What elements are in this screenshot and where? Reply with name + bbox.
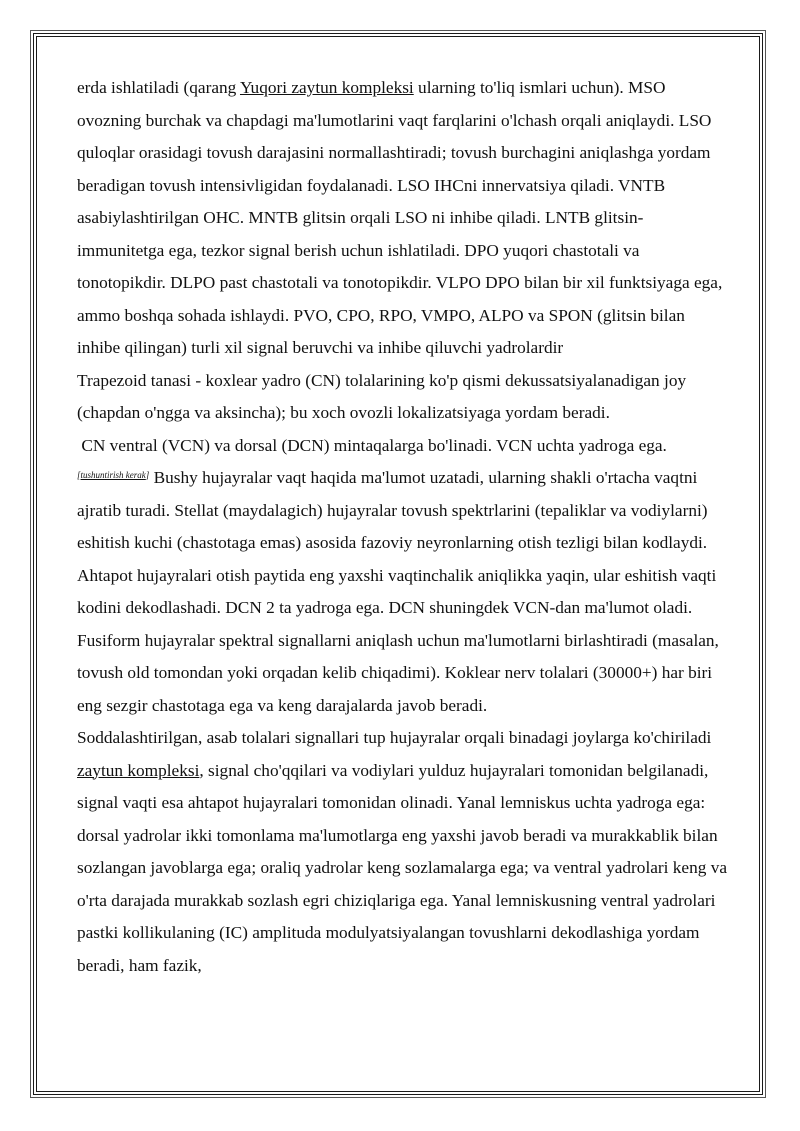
paragraph-4 — [77, 722, 727, 982]
document-body — [77, 72, 727, 982]
citation-open-bracket: [ — [77, 470, 81, 480]
link-yuqori-zaytun-kompleksi[interactable]: Yuqori zaytun kompleksi — [239, 78, 414, 97]
paragraph-4-text-end: , signal cho'qqilari va vodiylari yulduz hujayralari tomonidan belgilanadi, signal vaqti esa ahtapot hujayralari tomonidan olinadi. Yanal lemniskus uchta yadroga ega: dorsal yadrolar ikki tomonlama ma'lumotlarga eng yaxshi javob beradi va murakkablik bilan sozlangan javoblarga ega; oraliq yadrolar keng sozlamalarga ega; va ventral yadrolari keng va o'rta darajada murakkab sozlash egri chiziqlariga ega. Yanal lemniskusning ventral yadrolari pastki kollikulaning (IC) amplituda modulyatsiyalangan tovushlarni dekodlashiga yordam beradi, ham fazik, — [77, 760, 728, 975]
paragraph-3-text-start: CN ventral (VCN) va dorsal (DCN) mintaqalarga bo'linadi. VCN uchta yadroga ega. — [77, 435, 667, 455]
paragraph-2 — [77, 365, 727, 430]
paragraph-2-text: Trapezoid tanasi - koxlear yadro (CN) tolalarining ko'p qismi dekussatsiyalanadigan joy (chapdan o'ngga va aksincha); bu xoch ovozli lokalizatsiyaga yordam beradi. — [77, 370, 687, 422]
paragraph-1 — [77, 72, 727, 365]
paragraph-1-text-end: ularning to'liq ismlari uchun). MSO ovozning burchak va chapdagi ma'lumotlarini vaqt farqlarini o'lchash orqali aniqlaydi. LSO quloqlar orasidagi tovush darajasini normallashtiradi; tovush burchagini aniqlashga yordam beradigan tovush intensivligidan foydalanadi. LSO IHCni innervatsiya qiladi. VNTB asabiylashtirilgan OHC. MNTB glitsin orqali LSO ni inhibe qiladi. LNTB glitsin-immunitetga ega, tezkor signal berish uchun ishlatiladi. DPO yuqori chastotali va tonotopikdir. DLPO past chastotali va tonotopikdir. VLPO DPO bilan bir xil funktsiyaga ega, ammo boshqa sohada ishlaydi. PVO, CPO, RPO, VMPO, ALPO va SPON (glitsin bilan inhibe qilingan) turli xil signal beruvchi va inhibe qiluvchi yadrolardir — [77, 78, 723, 357]
paragraph-4-text-start: Soddalashtirilgan, asab tolalari signallari tup hujayralar orqali binadagi joylarga ko'chiriladi — [77, 728, 712, 747]
link-tushuntirish-kerak[interactable]: tushuntirish kerak — [80, 470, 146, 480]
link-zaytun-kompleksi[interactable]: zaytun kompleksi — [77, 760, 200, 780]
paragraph-3-text-end: Bushy hujayralar vaqt haqida ma'lumot uzatadi, ularning shakli o'rtacha vaqtni ajratib turadi. Stellat (maydalagich) hujayralar tovush spektrlarini (tepaliklar va vodiylarni) eshitish kuchi (chastotaga emas) asosida fazoviy neyronlarning otish tezligi bilan kodlaydi. Ahtapot hujayralari otish paytida eng yaxshi vaqtinchalik aniqlikka yaqin, ular eshitish vaqti kodini dekodlashadi. DCN 2 ta yadroga ega. DCN shuningdek VCN-dan ma'lumot oladi. Fusiform hujayralar spektral signallarni aniqlash uchun ma'lumotlarni birlashtiradi (masalan, tovush old tomondan yoki orqadan kelib chiqadimi). Koklear nerv tolalari (30000+) har biri eng sezgir chastotaga ega va keng darajalarda javob beradi. — [77, 468, 719, 715]
paragraph-3 — [77, 430, 727, 723]
paragraph-1-text-start: erda ishlatiladi (qarang — [77, 78, 240, 97]
citation-close-bracket: ] — [145, 470, 150, 480]
citation-needed-note — [77, 470, 149, 480]
